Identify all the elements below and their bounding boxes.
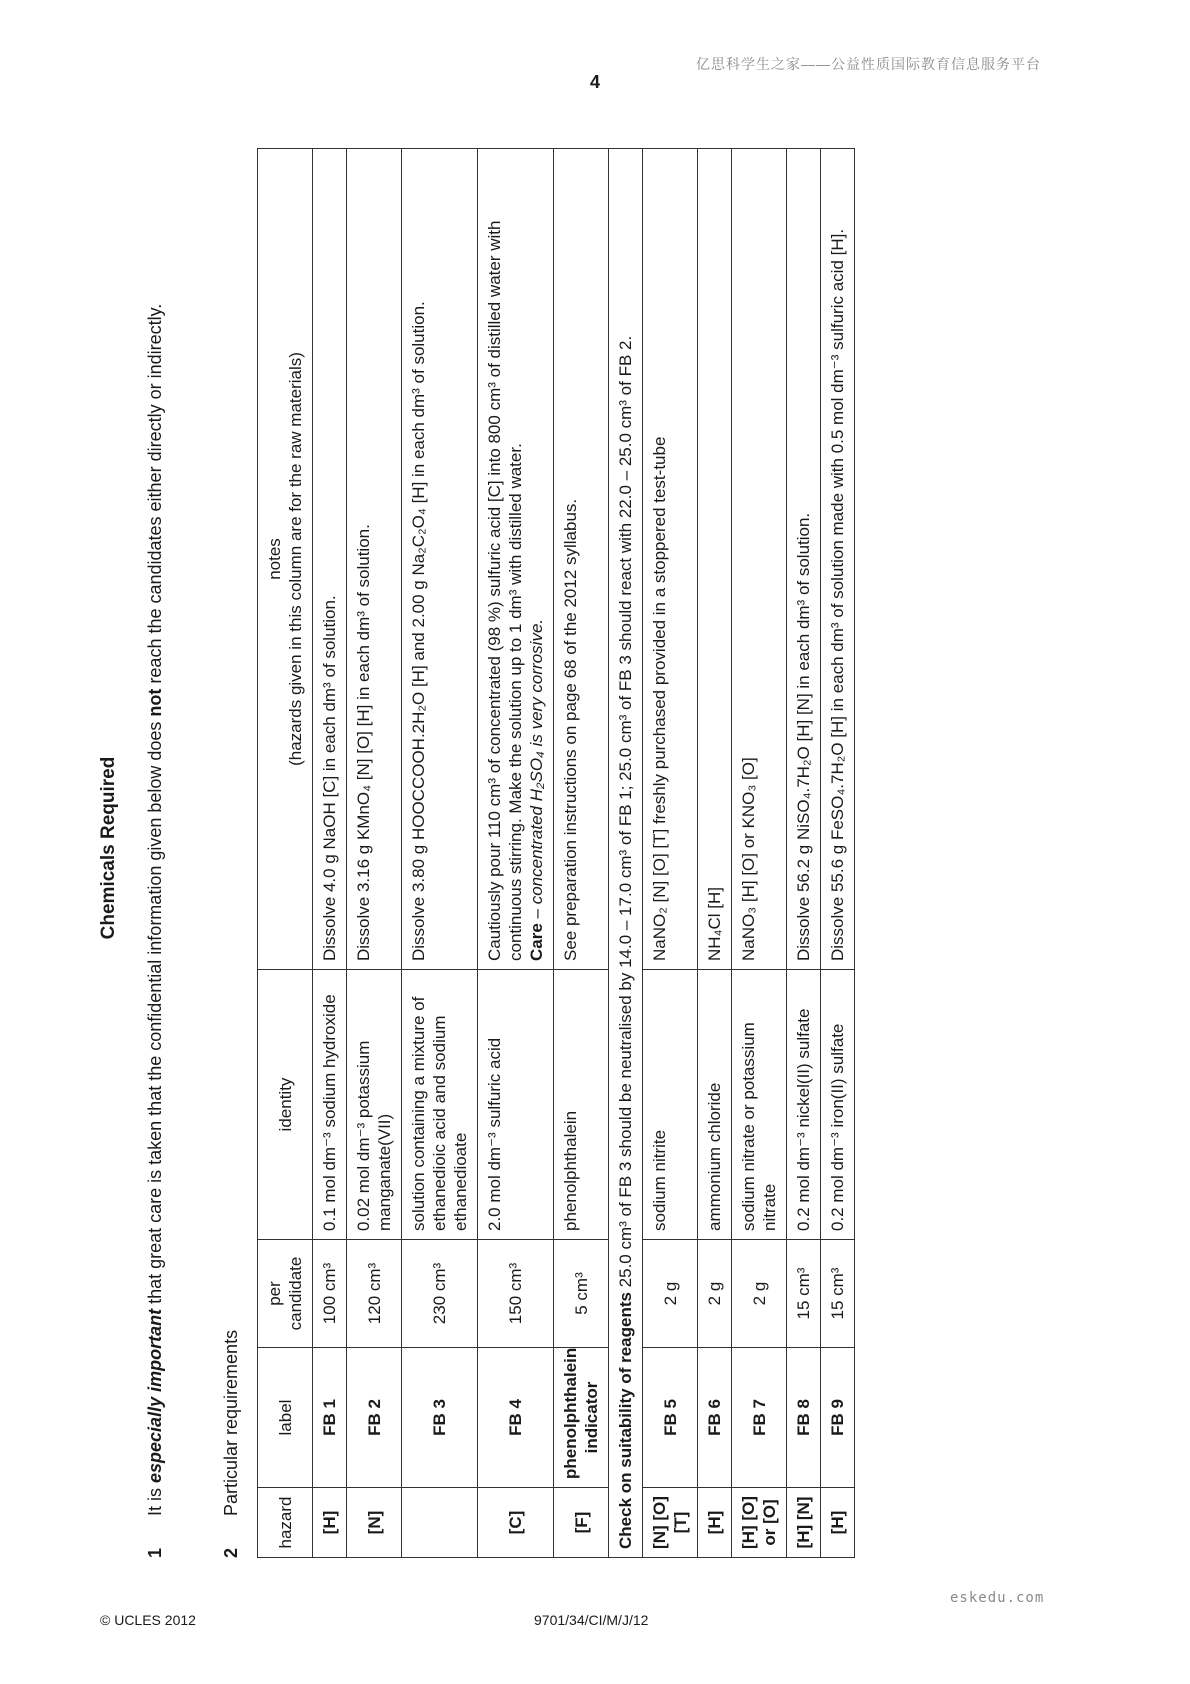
cell-notes: NaNO₂ [N] [O] [T] freshly purchased provided in a stoppered test-tube (643, 149, 698, 970)
cell-notes: NH₄Cl [H] (698, 149, 732, 970)
watermark-bottom: eskedu.com (950, 1590, 1045, 1606)
cell-identity: 2.0 mol dm⁻³ sulfuric acid (478, 970, 554, 1240)
cell-notes: Dissolve 3.80 g HOOCCOOH.2H₂O [H] and 2.00 g Na₂C₂O₄ [H] in each dm³ of solution. (402, 149, 478, 970)
header-label: label (258, 1348, 313, 1488)
table-row (402, 149, 478, 1558)
table-row (554, 149, 609, 1558)
cell-hazard: [C] (478, 1488, 554, 1558)
cell-hazard: [H] (313, 1488, 347, 1558)
cell-hazard (402, 1488, 478, 1558)
cell-hazard: [N] [O] [T] (643, 1488, 698, 1558)
cell-per-candidate: 2 g (643, 1240, 698, 1348)
cell-label: FB 8 (787, 1348, 821, 1488)
cell-hazard: [F] (554, 1488, 609, 1558)
cell-notes: Dissolve 55.6 g FeSO₄.7H₂O [H] in each dm³ of solution made with 0.5 mol dm⁻³ sulfuric acid [H]. (821, 149, 855, 970)
table-row (698, 149, 732, 1558)
cell-notes: Dissolve 3.16 g KMnO₄ [N] [O] [H] in each dm³ of solution. (347, 149, 402, 970)
cell-per-candidate: 100 cm³ (313, 1240, 347, 1348)
cell-hazard: [N] (347, 1488, 402, 1558)
cell-per-candidate: 120 cm³ (347, 1240, 402, 1348)
table-row (347, 149, 402, 1558)
table-row (787, 149, 821, 1558)
cell-per-candidate: 2 g (732, 1240, 787, 1348)
table-header-row (258, 149, 313, 1558)
cell-hazard: [H] (821, 1488, 855, 1558)
header-hazard: hazard (258, 1488, 313, 1558)
cell-label: FB 7 (732, 1348, 787, 1488)
header-notes: notes (hazards given in this column are for the raw materials) (258, 149, 313, 970)
check-row (609, 149, 643, 1558)
cell-label: FB 3 (402, 1348, 478, 1488)
table-row (732, 149, 787, 1558)
cell-identity: sodium nitrate or potassium nitrate (732, 970, 787, 1240)
cell-identity: 0.1 mol dm⁻³ sodium hydroxide (313, 970, 347, 1240)
footer-paper-code: 9701/34/CI/M/J/12 (534, 1612, 649, 1628)
rotated-page-content (92, 138, 1182, 1558)
cell-identity: sodium nitrite (643, 970, 698, 1240)
item-number: 1 (145, 1547, 165, 1558)
cell-label: FB 9 (821, 1348, 855, 1488)
item-text: Particular requirements (221, 1329, 241, 1516)
table-row (478, 149, 554, 1558)
cell-label: FB 1 (313, 1348, 347, 1488)
cell-label: FB 5 (643, 1348, 698, 1488)
cell-per-candidate: 230 cm³ (402, 1240, 478, 1348)
check-note: Check on suitability of reagents 25.0 cm³ of FB 3 should be neutralised by 14.0 – 17.0 cm³ of FB 1; 25.0 cm³ of FB 3 should react with 22.0 – 25.0 cm³ of FB 2. (609, 149, 643, 1558)
table-row (313, 149, 347, 1558)
chemicals-table (257, 148, 855, 1558)
cell-notes: See preparation instructions on page 68 of the 2012 syllabus. (554, 149, 609, 970)
header-per-candidate: per candidate (258, 1240, 313, 1348)
item-number: 2 (221, 1547, 241, 1558)
cell-per-candidate: 15 cm³ (787, 1240, 821, 1348)
section-heading: Chemicals Required (98, 756, 119, 940)
cell-hazard: [H] [N] (787, 1488, 821, 1558)
cell-per-candidate: 2 g (698, 1240, 732, 1348)
cell-per-candidate: 15 cm³ (821, 1240, 855, 1348)
cell-label: FB 2 (347, 1348, 402, 1488)
cell-identity: 0.2 mol dm⁻³ nickel(II) sulfate (787, 970, 821, 1240)
table-row (643, 149, 698, 1558)
cell-notes: Cautiously pour 110 cm³ of concentrated (98 %) sulfuric acid [C] into 800 cm³ of distilled water with continuous stirring. Make the solution up to 1 dm³ with distilled water. Care – concentrated H₂SO₄ is very corrosive. (478, 149, 554, 970)
footer-copyright: © UCLES 2012 (100, 1612, 196, 1628)
cell-label: FB 4 (478, 1348, 554, 1488)
cell-label: FB 6 (698, 1348, 732, 1488)
header-identity: identity (258, 970, 313, 1240)
cell-identity: solution containing a mixture of ethanedioic acid and sodium ethanedioate (402, 970, 478, 1240)
cell-notes: Dissolve 4.0 g NaOH [C] in each dm³ of solution. (313, 149, 347, 970)
cell-identity: 0.02 mol dm⁻³ potassium manganate(VII) (347, 970, 402, 1240)
cell-notes: NaNO₃ [H] [O] or KNO₃ [O] (732, 149, 787, 970)
cell-identity: ammonium chloride (698, 970, 732, 1240)
cell-per-candidate: 5 cm³ (554, 1240, 609, 1348)
cell-hazard: [H] [O] or [O] (732, 1488, 787, 1558)
item-text: It is especially important that great care is taken that the confidential information given below does not reach the candidates either directly or indirectly. (145, 303, 165, 1516)
cell-hazard: [H] (698, 1488, 732, 1558)
cell-notes: Dissolve 56.2 g NiSO₄.7H₂O [H] [N] in each dm³ of solution. (787, 149, 821, 970)
cell-per-candidate: 150 cm³ (478, 1240, 554, 1348)
page-number: 4 (590, 72, 601, 92)
table-row (821, 149, 855, 1558)
watermark-top: 亿思科学生之家——公益性质国际教育信息服务平台 (696, 56, 1041, 72)
cell-label: phenolphthalein indicator (554, 1348, 609, 1488)
cell-identity: phenolphthalein (554, 970, 609, 1240)
cell-identity: 0.2 mol dm⁻³ iron(II) sulfate (821, 970, 855, 1240)
